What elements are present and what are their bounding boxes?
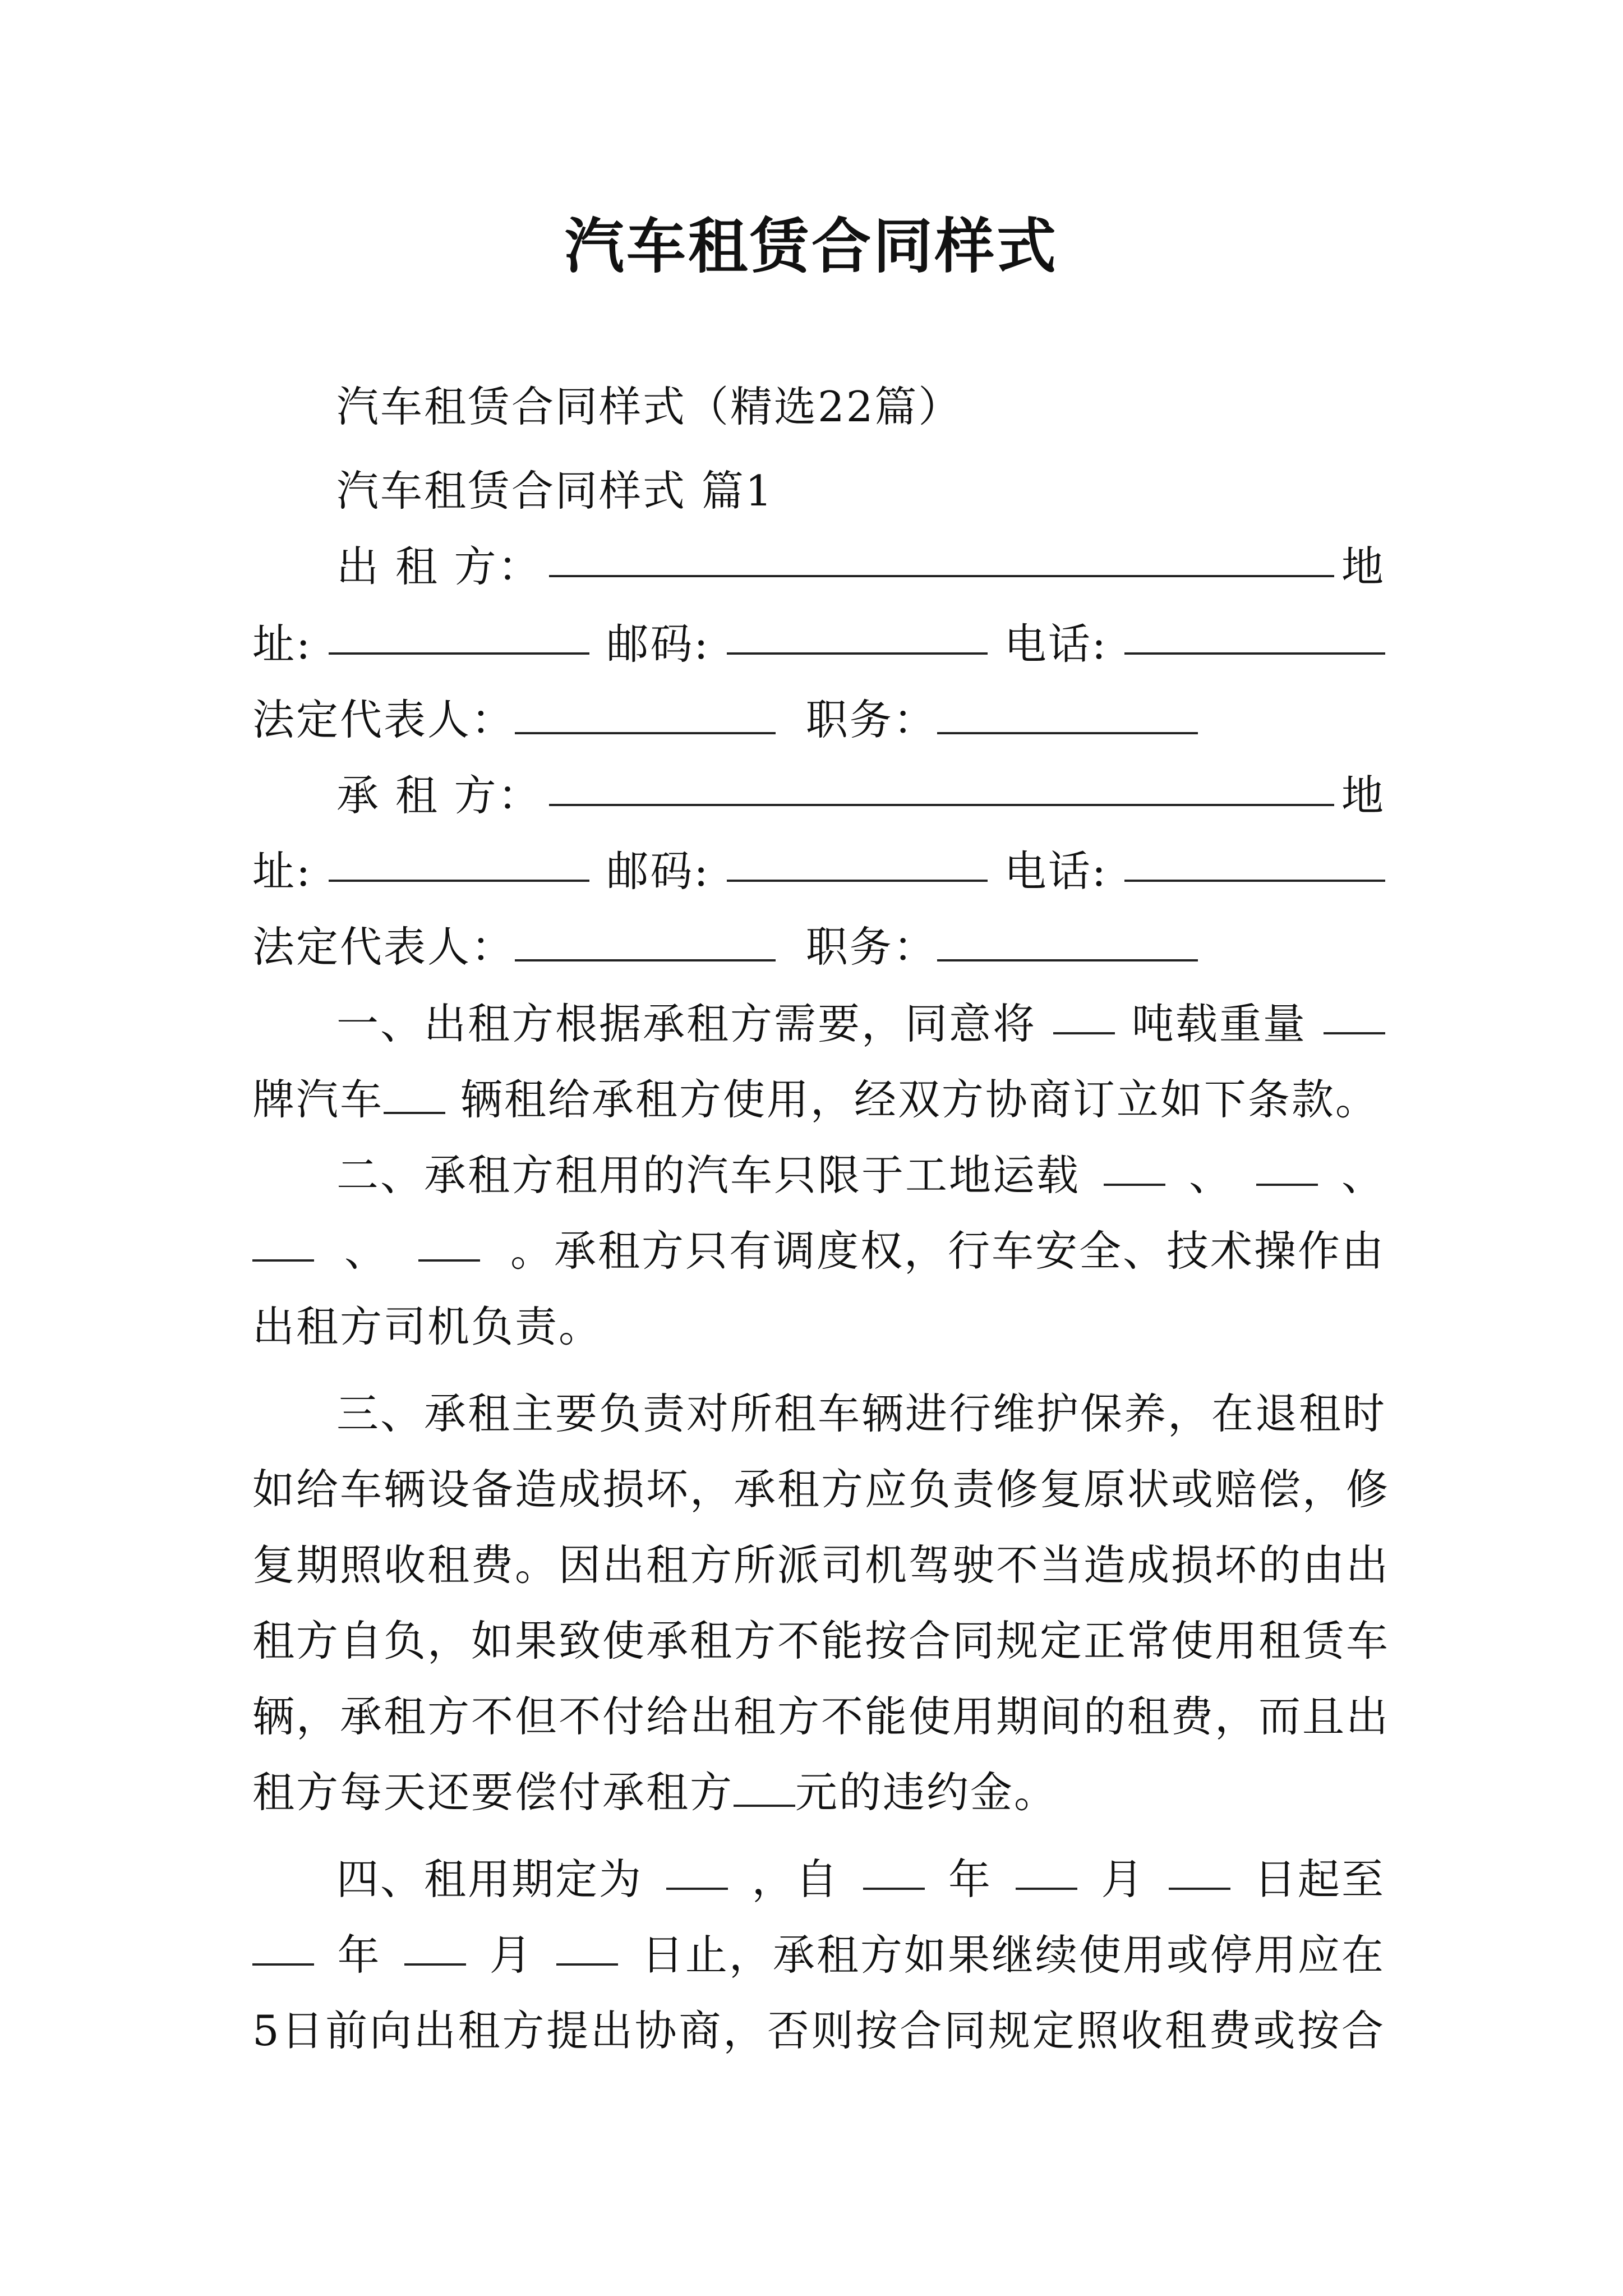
- lessee-contact-row: [252, 840, 1385, 902]
- clause4-text3: 日起至: [1253, 1855, 1385, 1904]
- clause2-site-blank-1: [1104, 1144, 1165, 1186]
- lessee-postcode-label: 邮码:: [606, 846, 710, 896]
- clause2-sep-2: 、: [1341, 1151, 1385, 1200]
- lessor-postcode-label: 邮码:: [606, 619, 710, 669]
- clause1-text3: 牌汽车: [252, 1075, 384, 1124]
- lessor-legal-rep-label: 法定代表人：: [252, 695, 515, 744]
- lessor-postcode-blank: [727, 613, 988, 655]
- lessor-address-label-start: 地: [1341, 542, 1385, 591]
- lessor-position-blank: [937, 693, 1198, 734]
- lessee-address-label-start: 地: [1341, 771, 1385, 820]
- clause4-year-label-1: 年: [948, 1855, 992, 1904]
- lessee-row: [336, 765, 1385, 826]
- lessee-name-blank: [549, 765, 1334, 806]
- lessor-phone-blank: [1124, 613, 1385, 655]
- clause4-text4: 日止，承租方如果继续使用或停用应在: [641, 1930, 1385, 1980]
- clause4-start-day-blank: [1169, 1848, 1230, 1890]
- clause2-text2: 。承租方只有调度权，行车安全、技术操作由: [510, 1226, 1385, 1276]
- lessee-rep-row: [252, 916, 1385, 978]
- lessor-address-blank: [329, 613, 589, 655]
- clause3-line3: 复期照收租费。因出租方所派司机驾驶不当造成损坏的由出: [252, 1540, 1390, 1590]
- clause4-end-day-blank: [556, 1924, 618, 1966]
- clause2-line3: 出租方司机负责。: [252, 1302, 603, 1351]
- lessee-label: 承 租 方：: [336, 771, 542, 820]
- clause3-text6a: 租方每天还要偿付承租方: [252, 1768, 734, 1817]
- lessee-address-blank: [329, 840, 589, 882]
- clause4-line1: [336, 1848, 1385, 1910]
- lessor-row: [336, 536, 1385, 597]
- clause1-line2: [252, 1069, 1385, 1130]
- clause3-line4: 租方自负，如果致使承租方不能按合同规定正常使用租赁车: [252, 1616, 1390, 1665]
- clause2-text1: 二、承租方租用的汽车只限于工地运载: [336, 1151, 1081, 1200]
- lessee-postcode-blank: [727, 840, 988, 882]
- clause2-sep-3: 、: [344, 1226, 388, 1276]
- lessee-phone-label: 电话:: [1004, 846, 1108, 896]
- lessee-position-blank: [937, 920, 1198, 961]
- lessor-address-label-end: 址:: [252, 619, 312, 669]
- clause3-text6b: 元的违约金。: [795, 1768, 1058, 1817]
- clause4-end-year-blank: [252, 1924, 314, 1966]
- lessee-phone-blank: [1124, 840, 1385, 882]
- clause2-sep-1: 、: [1188, 1151, 1233, 1200]
- clause1-text1: 一、出租方根据承租方需要，同意将: [336, 999, 1037, 1048]
- clause3-line2: 如给车辆设备造成损坏，承租方应负责修复原状或赔偿，修: [252, 1465, 1390, 1514]
- clause1-tonnage-blank: [1053, 993, 1115, 1034]
- clause1-line1: [336, 993, 1385, 1055]
- clause4-start-month-blank: [1016, 1848, 1077, 1890]
- clause4-text2: ，自: [751, 1855, 840, 1904]
- clause4-end-month-blank: [404, 1924, 466, 1966]
- lessee-position-label: 职务：: [805, 922, 937, 972]
- clause2-line1: [336, 1144, 1385, 1206]
- clause4-line2: [252, 1924, 1385, 1986]
- lessor-legal-rep-blank: [515, 693, 776, 734]
- clause1-text4: 辆租给承租方使用，经双方协商订立如下条款。: [460, 1075, 1379, 1124]
- clause4-text1: 四、租用期定为: [336, 1855, 643, 1904]
- clause1-text2: 吨载重量: [1131, 999, 1307, 1048]
- document-subtitle: 汽车租赁合同样式（精选22篇）: [336, 382, 962, 431]
- clause4-month-label-2: 月: [489, 1930, 533, 1980]
- clause2-site-blank-4: [418, 1220, 480, 1262]
- clause2-line2: [252, 1220, 1385, 1282]
- clause2-site-blank-2: [1256, 1144, 1318, 1186]
- lessor-phone-label: 电话:: [1004, 619, 1108, 669]
- clause4-start-year-blank: [863, 1848, 925, 1890]
- clause1-count-blank: [384, 1073, 445, 1114]
- lessor-rep-row: [252, 689, 1385, 751]
- section-heading: 汽车租赁合同样式 篇1: [336, 466, 774, 516]
- clause3-line6: [252, 1761, 1385, 1823]
- lessee-legal-rep-label: 法定代表人：: [252, 922, 515, 972]
- clause4-year-label-2: 年: [337, 1930, 381, 1980]
- document-title: 汽车租赁合同样式: [565, 211, 1058, 281]
- lessee-legal-rep-blank: [515, 920, 776, 961]
- lessor-name-blank: [549, 536, 1334, 577]
- clause4-month-label-1: 月: [1101, 1855, 1145, 1904]
- clause3-penalty-blank: [734, 1765, 795, 1807]
- clause2-site-blank-3: [252, 1220, 314, 1262]
- clause3-line5: 辆，承租方不但不付给出租方不能使用期间的租费，而且出: [252, 1692, 1390, 1741]
- clause4-term-blank: [666, 1848, 728, 1890]
- clause3-line1: 三、承租主要负责对所租车辆进行维护保养，在退租时: [336, 1389, 1387, 1438]
- clause1-brand-blank: [1324, 993, 1385, 1034]
- clause4-line3: 5日前向出租方提出协商，否则按合同规定照收租费或按合: [252, 2006, 1385, 2055]
- lessor-label: 出 租 方：: [336, 542, 542, 591]
- lessor-contact-row: [252, 613, 1385, 675]
- lessee-address-label-end: 址:: [252, 846, 312, 896]
- lessor-position-label: 职务：: [805, 695, 937, 744]
